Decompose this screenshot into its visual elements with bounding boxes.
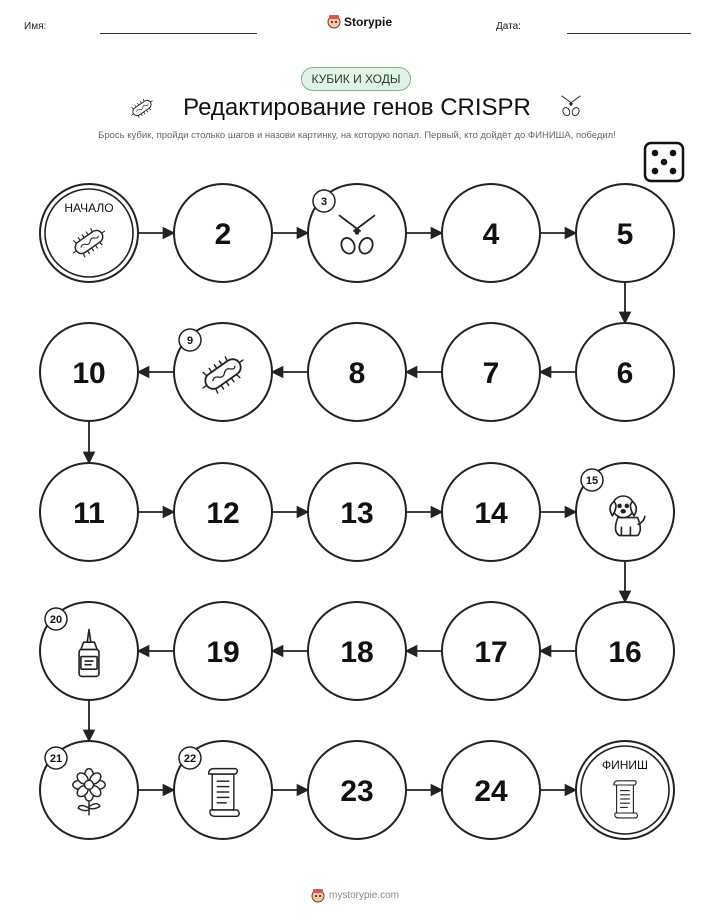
cell-number: 16 (608, 636, 642, 669)
cell-number: 18 (340, 636, 374, 669)
board-cell-19 (174, 602, 272, 700)
cell-number: 9 (186, 335, 194, 347)
board-cell-16 (576, 602, 674, 700)
cell-circle (40, 184, 138, 282)
board-cell-12 (174, 463, 272, 561)
name-label: Имя: (24, 21, 47, 32)
board-cells (40, 184, 674, 839)
board-cell-6 (576, 323, 674, 421)
board-cell-22 (174, 741, 272, 839)
board-cell-9 (174, 323, 272, 421)
board-start (40, 184, 138, 282)
footer-url: mystorypie.com (329, 890, 400, 901)
mode-badge: КУБИК И ХОДЫ (301, 67, 411, 91)
cell-number: 5 (616, 218, 634, 251)
cell-number: 19 (206, 636, 240, 669)
board-cell-13 (308, 463, 406, 561)
cell-number: 6 (616, 357, 634, 390)
board-cell-11 (40, 463, 138, 561)
cell-number: 24 (474, 775, 508, 808)
finish-label: ФИНИШ (601, 758, 649, 772)
cell-number: 4 (482, 218, 500, 251)
cell-number: 10 (72, 357, 106, 390)
title-scissors-icon (562, 96, 581, 117)
board-cell-5 (576, 184, 674, 282)
title-bacterium-icon (128, 95, 156, 120)
dice-icon (645, 143, 683, 181)
board-cell-3 (308, 184, 406, 282)
cell-number: 2 (214, 218, 232, 251)
cell-number: 8 (348, 357, 366, 390)
date-label: Дата: (496, 21, 521, 32)
board-cell-15 (576, 463, 674, 561)
cell-number: 11 (73, 497, 105, 530)
board-cell-2 (174, 184, 272, 282)
cell-number: 23 (340, 775, 374, 808)
board-cell-18 (308, 602, 406, 700)
board-cell-21 (40, 741, 138, 839)
cell-number: 14 (474, 497, 508, 530)
board-cell-4 (442, 184, 540, 282)
cell-number: 3 (320, 196, 328, 208)
cell-number: 7 (482, 357, 500, 390)
cell-number: 22 (183, 753, 197, 765)
instructions: Брось кубик, пройди столько шагов и назови картинку, на которую попал. Первый, кто дойдёт до ФИНИША, победил! (98, 130, 616, 141)
brand-name: Storypie (344, 14, 393, 29)
cell-number: 21 (49, 753, 63, 765)
footer (311, 888, 399, 903)
board-cell-17 (442, 602, 540, 700)
page-title: Редактирование генов CRISPR (183, 94, 531, 121)
cell-number: 13 (340, 497, 374, 530)
board-cell-8 (308, 323, 406, 421)
cell-number: 15 (585, 475, 599, 487)
board-finish (576, 741, 674, 839)
storypie-footer-logo-icon (311, 888, 325, 903)
start-label: НАЧАЛО (64, 201, 114, 215)
board-cell-10 (40, 323, 138, 421)
cell-number: 20 (49, 614, 63, 626)
board-cell-24 (442, 741, 540, 839)
cell-number: 17 (474, 636, 508, 669)
cell-number: 12 (206, 497, 240, 530)
board-cell-14 (442, 463, 540, 561)
board-cell-20 (40, 602, 138, 700)
board-cell-23 (308, 741, 406, 839)
board-cell-7 (442, 323, 540, 421)
